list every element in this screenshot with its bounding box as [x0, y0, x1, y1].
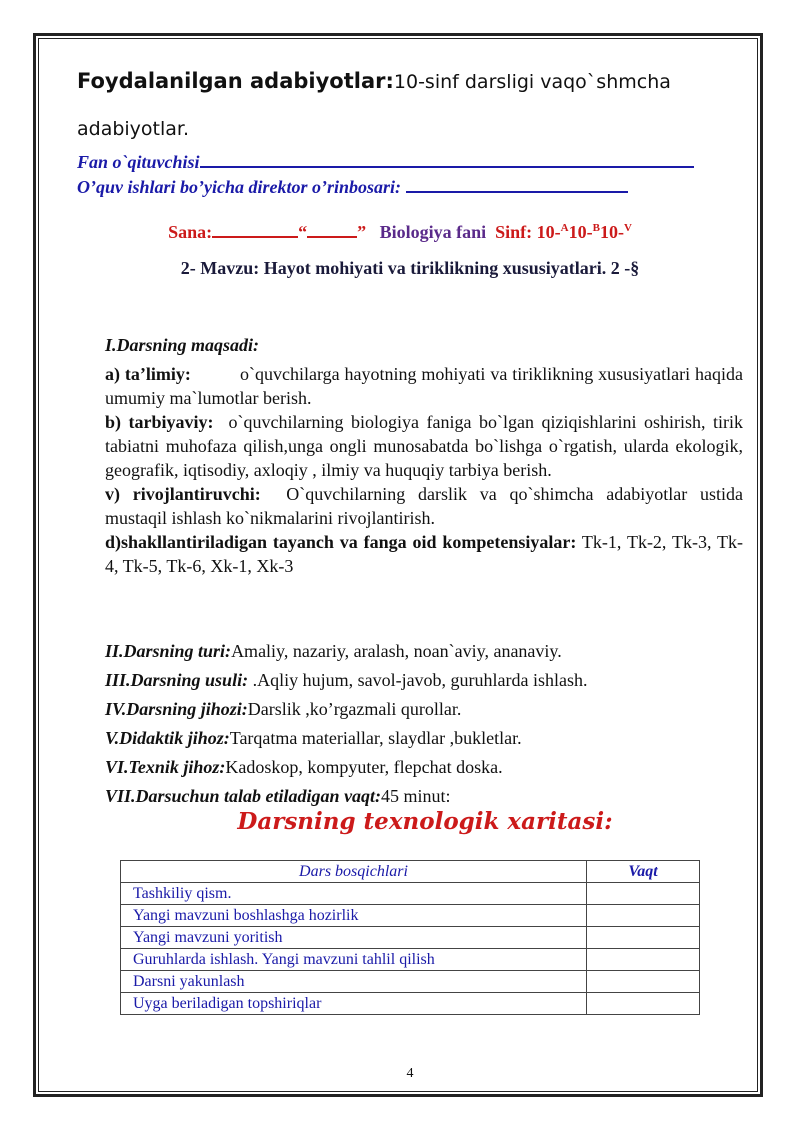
references-heading: Foydalanilgan adabiyotlar: — [77, 69, 394, 93]
lesson-details — [105, 637, 743, 811]
tech-map-title: Darsning texnologik xaritasi: — [237, 808, 613, 835]
table-row — [121, 993, 700, 1015]
stage-cell: Guruhlarda ishlash. Yangi mavzuni tahlil qilish — [121, 949, 587, 971]
goals-section — [105, 333, 743, 578]
table-row — [121, 883, 700, 905]
teacher-signature-line — [77, 150, 737, 173]
date-class-line — [0, 222, 800, 243]
time-cell — [587, 905, 700, 927]
stage-cell: Darsni yakunlash — [121, 971, 587, 993]
goal-b-label: b) tarbiyaviy: — [105, 412, 214, 432]
time-cell — [587, 993, 700, 1015]
detail-time-text: 45 minut: — [381, 786, 451, 806]
table-row — [121, 971, 700, 993]
detail-didactic-text: Tarqatma materiallar, slaydlar ,bukletlar. — [229, 728, 522, 748]
director-signature-line — [77, 175, 737, 198]
stage-cell: Tashkiliy qism. — [121, 883, 587, 905]
goal-d-label: d)shakllantiriladigan tayanch va fanga oid kompetensiyalar: — [105, 532, 577, 552]
detail-equipment — [105, 695, 743, 724]
detail-time-label: VII.Darsuchun talab etiladigan vaqt: — [105, 786, 382, 806]
class-mid-1: 10- — [568, 222, 593, 242]
time-cell — [587, 927, 700, 949]
goal-d — [105, 530, 743, 578]
detail-method — [105, 666, 743, 695]
goal-a-label: a) ta’limiy: — [105, 364, 191, 384]
director-label: O’quv ishlari bo’yicha direktor o’rinbosari: — [77, 177, 406, 197]
detail-method-text: .Aqliy hujum, savol-javob, guruhlarda ishlash. — [252, 670, 588, 690]
class-sup-a: A — [560, 222, 569, 234]
tech-map-table — [120, 860, 700, 1015]
class-sup-v: V — [623, 222, 632, 234]
table-header-row — [121, 861, 700, 883]
stage-cell: Uyga beriladigan topshiriqlar — [121, 993, 587, 1015]
goal-a — [105, 362, 743, 410]
detail-technical-label: VI.Texnik jihoz: — [105, 757, 226, 777]
stage-cell: Yangi mavzuni yoritish — [121, 927, 587, 949]
col-time-header: Vaqt — [587, 861, 700, 883]
table-row — [121, 905, 700, 927]
goal-d-text: Tk-1, Tk-2, Tk-3, Tk-4, Tk-5, Tk-6, Xk-1, Xk-3 — [105, 532, 743, 576]
detail-technical — [105, 753, 743, 782]
detail-didactic-label: V.Didaktik jihoz: — [105, 728, 230, 748]
detail-type — [105, 637, 743, 666]
detail-time — [105, 782, 743, 811]
detail-type-label: II.Darsning turi: — [105, 641, 232, 661]
time-cell — [587, 971, 700, 993]
goals-heading: I.Darsning maqsadi: — [105, 335, 260, 355]
detail-type-text: Amaliy, nazariy, aralash, noan`aviy, ananaviy. — [231, 641, 562, 661]
director-blank — [406, 175, 628, 193]
references-text: 10-sinf darsligi vaqo`shmcha — [393, 71, 671, 93]
quote-close: ” — [357, 222, 367, 242]
stage-cell: Yangi mavzuni boshlashga hozirlik — [121, 905, 587, 927]
col-stages-header: Dars bosqichlari — [121, 861, 587, 883]
class-prefix: Sinf: 10- — [495, 222, 561, 242]
references-paragraph — [77, 58, 737, 152]
table-row — [121, 949, 700, 971]
time-cell — [587, 883, 700, 905]
references-text-2: adabiyotlar. — [77, 118, 190, 140]
quote-open: “ — [298, 222, 308, 242]
date-blank — [212, 222, 298, 238]
detail-equipment-text: Darslik ,ko’rgazmali qurollar. — [247, 699, 462, 719]
class-sup-b: B — [592, 222, 600, 234]
goal-v-label: v) rivojlantiruvchi: — [105, 484, 261, 504]
page-number: 4 — [406, 1066, 414, 1081]
topic-heading: 2- Mavzu: Hayot mohiyati va tiriklikning xususiyatlari. 2 -§ — [180, 258, 640, 278]
goal-a-text: o`quvchilarga hayotning mohiyati va tiriklikning xususiyatlari haqida umumiy ma`lumotlar berish. — [105, 364, 744, 408]
day-blank — [307, 222, 357, 238]
teacher-label: Fan o`qituvchisi — [77, 152, 200, 172]
goal-b — [105, 410, 743, 482]
detail-didactic — [105, 724, 743, 753]
time-cell — [587, 949, 700, 971]
detail-equipment-label: IV.Darsning jihozi: — [105, 699, 248, 719]
table-row — [121, 927, 700, 949]
detail-method-label: III.Darsning usuli: — [105, 670, 253, 690]
goal-v — [105, 482, 743, 530]
goal-b-text: o`quvchilarning biologiya faniga bo`lgan qiziqishlarini oshirish, tirik tabiatni muhofaza qilish,unga ongli munosabatda bo`lishga o`rgatish, ularda ekologik, geografik, iqtisodiy, axloqiy , ilmiy va huquqiy tarbiya berish. — [105, 412, 744, 480]
date-label: Sana: — [168, 222, 213, 242]
class-mid-2: 10- — [599, 222, 624, 242]
detail-technical-text: Kadoskop, kompyuter, flepchat doska. — [225, 757, 503, 777]
teacher-blank — [200, 150, 694, 168]
class-label — [495, 222, 632, 242]
subject-label: Biologiya fani — [379, 222, 487, 242]
goal-v-text: O`quvchilarning darslik va qo`shimcha adabiyotlar ustida mustaqil ishlash ko`nikmalarini rivojlantirish. — [105, 484, 743, 528]
